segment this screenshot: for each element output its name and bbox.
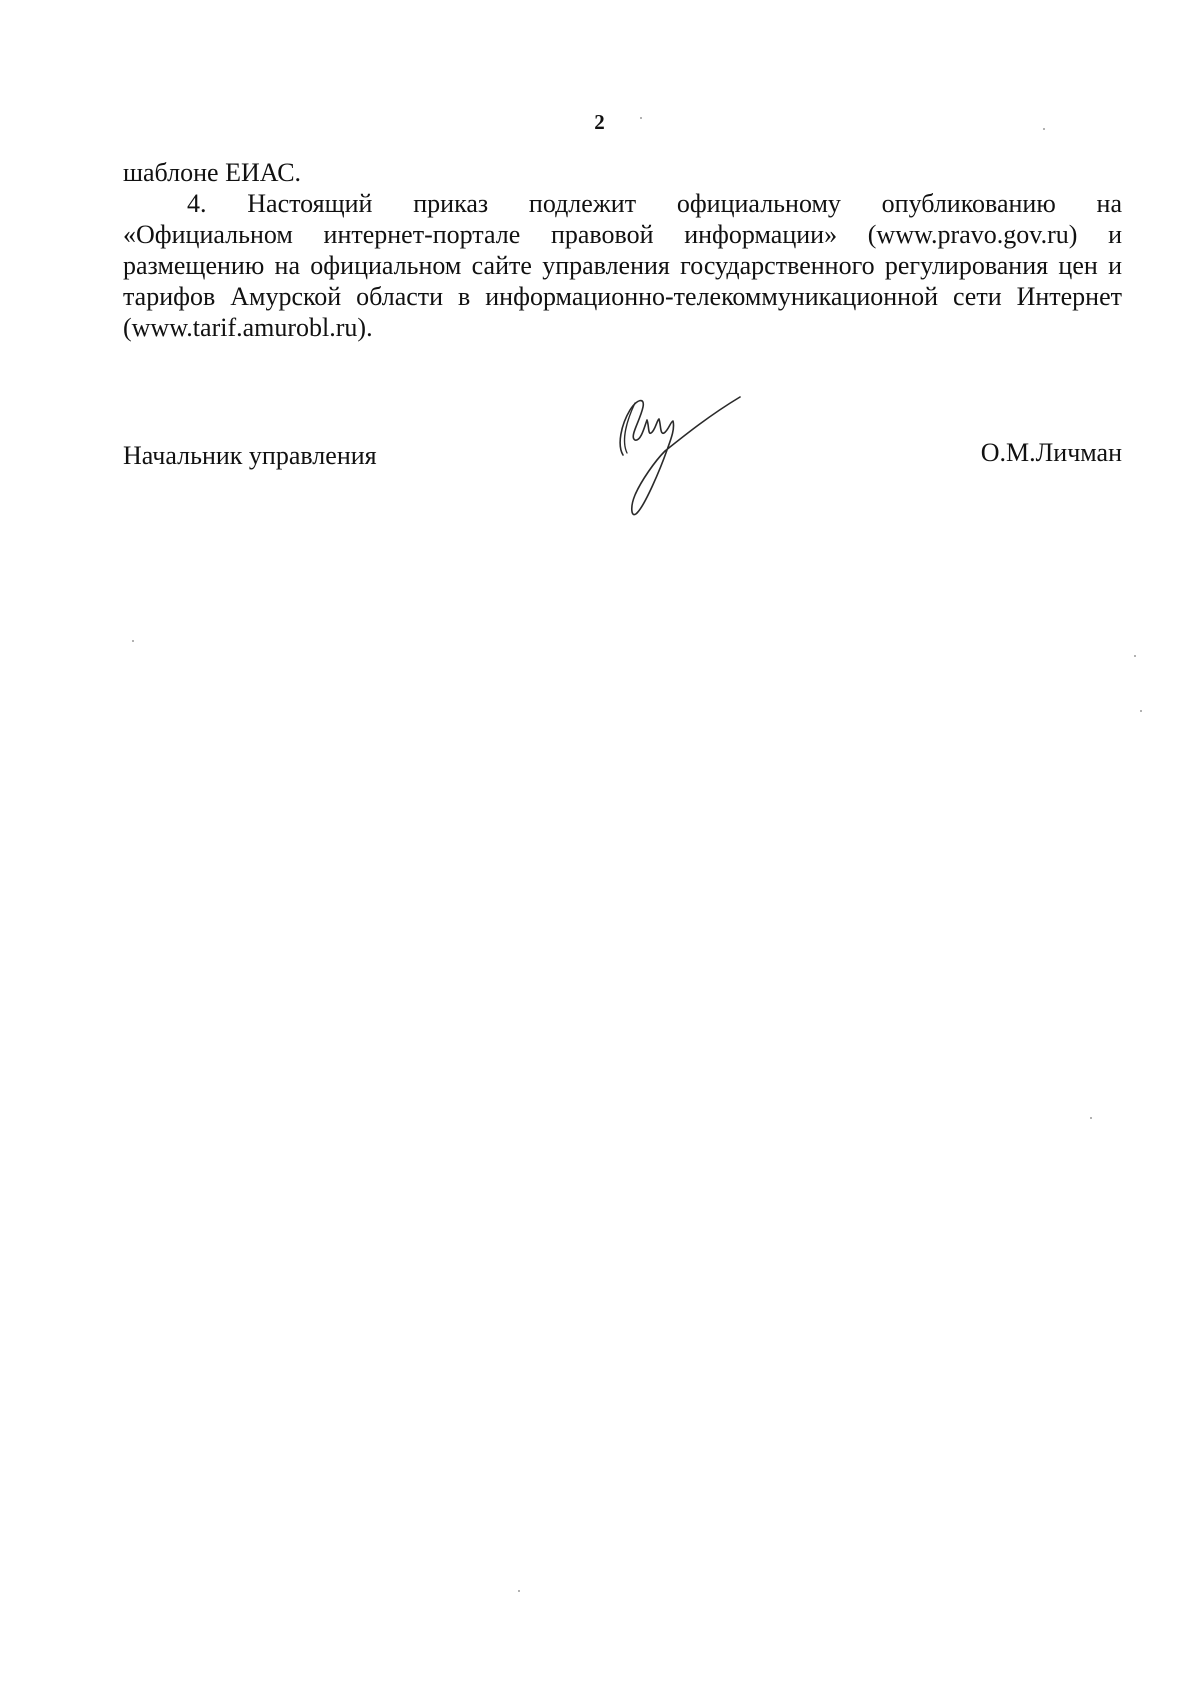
page-number: 2 bbox=[594, 110, 606, 134]
scan-speck bbox=[1043, 128, 1045, 130]
paragraph-4-line-4: тарифов Амурской области в информационно-телекоммуникационной сети Интернет bbox=[123, 282, 1122, 311]
scan-speck bbox=[1134, 655, 1136, 657]
handwritten-signature bbox=[615, 395, 790, 545]
scan-speck bbox=[640, 117, 642, 119]
scan-speck bbox=[518, 1590, 520, 1592]
body-line-1: шаблоне ЕИАС. bbox=[123, 158, 302, 187]
signatory-name: О.М.Личман bbox=[980, 438, 1122, 467]
scan-speck bbox=[132, 640, 134, 642]
paragraph-4-line-1: 4. Настоящий приказ подлежит официальному опубликованию на bbox=[187, 189, 1122, 218]
paragraph-4-line-2: «Официальном интернет-портале правовой информации» (www.pravo.gov.ru) и bbox=[123, 220, 1122, 249]
signatory-title: Начальник управления bbox=[123, 441, 377, 470]
paragraph-4-line-5: (www.tarif.amurobl.ru). bbox=[123, 313, 373, 342]
scan-speck bbox=[1090, 1117, 1092, 1119]
scan-speck bbox=[1140, 710, 1142, 712]
body-text bbox=[123, 157, 1122, 343]
paragraph-4-line-3: размещению на официальном сайте управления государственного регулирования цен и bbox=[123, 251, 1122, 280]
